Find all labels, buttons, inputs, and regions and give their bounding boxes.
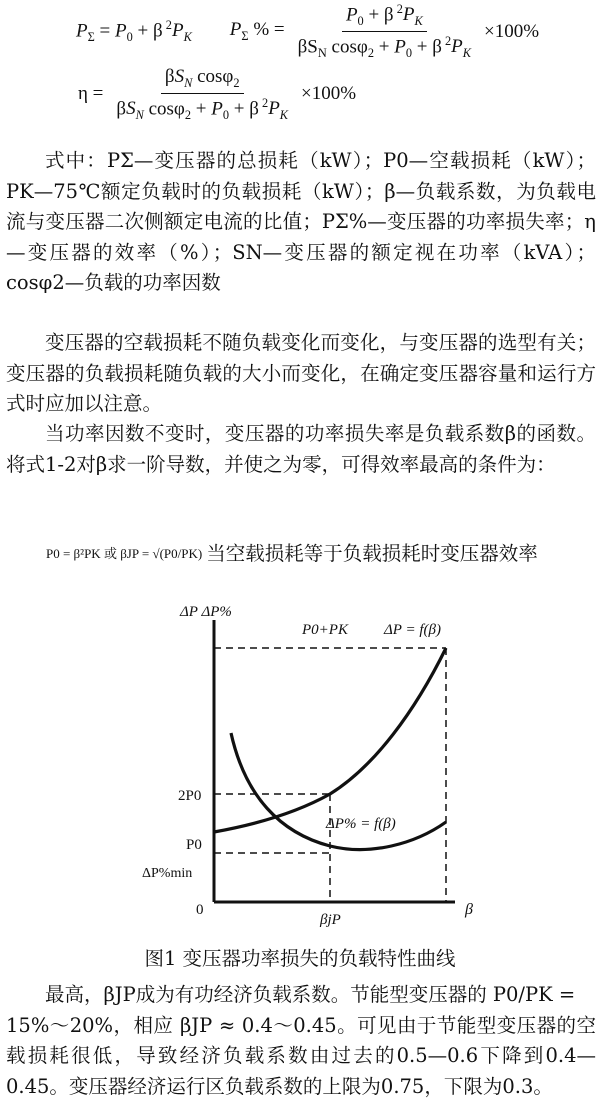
formula-1 — [76, 2, 539, 61]
economic-load-rest: 15%～20%，相应 βJP ≈ 0.4～0.45。可见由于节能型变压器的空载损耗很低，导致经济负载系数由过去的0.5—0.6下降到0.4—0.45。变压器经济运行区负载系数的上限为0.75，下限为0.3。 — [6, 1013, 596, 1098]
formula-loss-rate-tail: ×100% — [484, 20, 540, 42]
formula-efficiency-fraction: $\frac{\beta S_N \cos\varphi_2}{\beta S_N \cos\varphi_2 + P_0 + \beta ^2P_K}$ — [116, 66, 289, 122]
formula-efficiency-tail: ×100% — [301, 83, 357, 105]
symbol-definitions: 式中：PΣ—变压器的总损耗（kW）；P0—空载损耗（kW）；PK—75℃额定负载时的负载损耗（kW）；β—负载系数，为负载电流与变压器二次侧额定电流的比值；PΣ%—变压器的功率损失率；η—变压器的效率（%）；SN—变压器的额定视在功率（kVA）；cosφ2—负载的功率因数 — [6, 149, 596, 294]
paragraph-losses — [6, 328, 596, 420]
formula-loss-rate-lhs: $P_\Sigma$ % = — [229, 19, 285, 44]
condition-equation: P0 = β²PK 或 βJP = √(P0/PK) — [46, 545, 203, 561]
formula-loss-rate-fraction: $\frac{P_0 + \beta ^2P_K}{\beta S_N \cos\varphi_2 + P_0 + \beta ^2P_K}$ — [297, 2, 472, 61]
tick-p0: P0 — [186, 837, 202, 853]
formula-total-loss: $P_\Sigma = P_0 + \beta$ $^2P_K$ — [76, 18, 192, 45]
derivative-text: 当功率因数不变时，变压器的功率损失率是负载系数β的函数。将式1-2对β求一阶导数，并使之为零，可得效率最高的条件为： — [6, 422, 596, 476]
figure-caption: 图1 变压器功率损失的负载特性曲线 — [144, 947, 456, 970]
tick-loss-rate-min: ΔP%min — [142, 866, 193, 881]
formula-2 — [78, 66, 356, 123]
load-characteristic-figure — [130, 596, 500, 931]
formula-efficiency-lhs: η = — [78, 83, 104, 105]
origin-label: 0 — [196, 902, 204, 918]
x-tick-beta-jp: βjP — [320, 912, 341, 928]
economic-load-line1: 最高，βJP成为有功经济负载系数。节能型变压器的 P0/PK = — [45, 983, 576, 1006]
curve-label-loss: ΔP = f(β) — [384, 622, 441, 638]
curve-label-loss-rate: ΔP% = f(β) — [326, 816, 396, 832]
x-axis-label: β — [465, 901, 473, 918]
losses-text: 变压器的空载损耗不随负载变化而变化，与变压器的选型有关；变压器的负载损耗随负载的大小而变化，在确定变压器容量和运行方式时应加以注意。 — [6, 331, 596, 415]
condition-text: 当空载损耗等于负载损耗时变压器效率 — [206, 542, 538, 565]
condition-line — [46, 538, 538, 566]
curve-loss-rate — [231, 733, 446, 850]
curve-loss — [214, 648, 446, 832]
paragraph-derivative — [6, 419, 596, 480]
y-axis-label: ΔP ΔP% — [180, 604, 232, 620]
tick-2p0: 2P0 — [178, 788, 202, 804]
curve-label-p0pk: P0+PK — [302, 622, 348, 638]
paragraph-symbols — [6, 146, 596, 299]
paragraph-economic-load — [6, 980, 596, 1102]
